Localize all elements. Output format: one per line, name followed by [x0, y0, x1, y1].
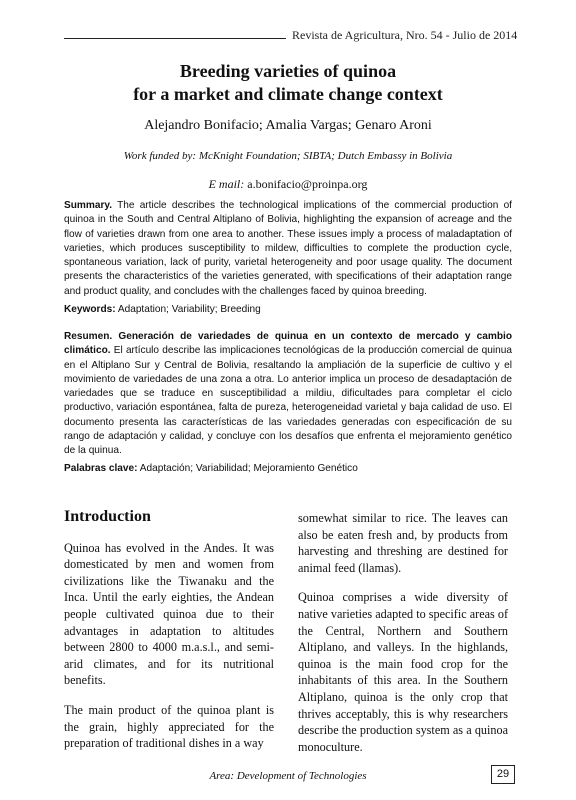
palabras-clave-line: [64, 462, 512, 476]
palabras-clave-label: Palabras clave:: [64, 463, 138, 474]
palabras-clave-text: Adaptación; Variabilidad; Mejoramiento Genético: [139, 463, 358, 474]
title-line-2: for a market and climate change context: [133, 84, 443, 104]
keywords-label: Keywords:: [64, 304, 116, 315]
paragraph: Quinoa comprises a wide diversity of native varieties adapted to specific areas of the Central, Northern and Southern Altiplano, and valleys. In the highlands, quinoa is the main food crop for the inhabitants of this area. In the Southern Altiplano, quinoa is the only crop that thrives acceptably, this is why researchers describe the production system as a quinoa monoculture.: [298, 590, 508, 754]
email-label: E mail:: [208, 177, 245, 191]
body-column-left: [64, 509, 274, 765]
paragraph: somewhat similar to rice. The leaves can also be eaten fresh and, by products from harvesting and threshing are destined for animal feed (llamas).: [298, 511, 508, 575]
title-line-1: Breeding varieties of quinoa: [179, 61, 397, 81]
email-line: [60, 177, 516, 192]
keywords-text: Adaptation; Variability; Breeding: [117, 304, 261, 315]
summary-abstract: [64, 199, 512, 299]
body-column-right: [298, 510, 508, 768]
section-heading-introduction: Introduction: [64, 508, 151, 525]
footer-area-label: Area: Development of Technologies: [209, 770, 367, 782]
funding-note: Work funded by: McKnight Foundation; SIBTA; Dutch Embassy in Bolivia: [123, 150, 453, 162]
article-title: [60, 60, 516, 106]
authors: Alejandro Bonifacio; Amalia Vargas; Genaro Aroni: [144, 118, 432, 133]
resumen-heading: Resumen. Generación de variedades de quinua en un contexto de mercado y cambio climático.: [64, 331, 512, 357]
email-address: a.bonifacio@proinpa.org: [247, 177, 368, 191]
resumen-abstract: [64, 330, 512, 459]
paragraph: Quinoa has evolved in the Andes. It was domesticated by men and women from civilizations like the Tiwanaku and the Inca. Until the early eighties, the Andean people cultivated quinoa due to their advantages in adaptation to altitudes between 2800 to 4000 m.a.s.l., and semi-arid climates, and for its nutritional benefits.: [64, 540, 274, 688]
summary-text: The article describes the technological implications of the commercial production of quinoa in the South and Central Altiplano of Bolivia, highlighting the expansion of acreage and the flow of varieties drawn from one area to another. These issues imply a process of maladaptation of varieties, which produces susceptibility to mildew, difficulties to complete the production cycle, spontaneous variation, lack of purity, varietal heterogeneity and poor usage quality. The document presents the characteristics of the varieties generated, with specifications of their adaptation range and product quality, and concludes with the challenges faced by quinoa breeding.: [64, 200, 512, 297]
resumen-text: El artículo describe las implicaciones tecnológicas de la producción comercial de quinua en el Altiplano Sur y Central de Bolivia, resaltando la ampliación de la superficie de cultivo y el movimiento de variedades de una zona a otra. Lo anterior implica un proceso de desadaptación de variedades que se traduce en susceptibilidad a mildiu, dificultades para completar el ciclo productivo, variación espontánea, falta de pureza, heterogeneidad varietal y baja calidad de uso. El documento presenta las características de las variedades generadas con especificación de su rango de adaptación y calidad, y concluye con los desafíos que enfrenta el mejoramiento genético de la quinua.: [64, 345, 512, 457]
page-number: 29: [491, 765, 515, 784]
keywords-line: [64, 303, 512, 317]
summary-heading: Summary.: [64, 200, 113, 211]
header-rule: [64, 38, 286, 39]
paragraph: The main product of the quinoa plant is the grain, highly appreciated for the preparation of traditional dishes in a way: [64, 702, 274, 751]
running-head: Revista de Agricultura, Nro. 54 - Julio de 2014: [292, 28, 518, 42]
